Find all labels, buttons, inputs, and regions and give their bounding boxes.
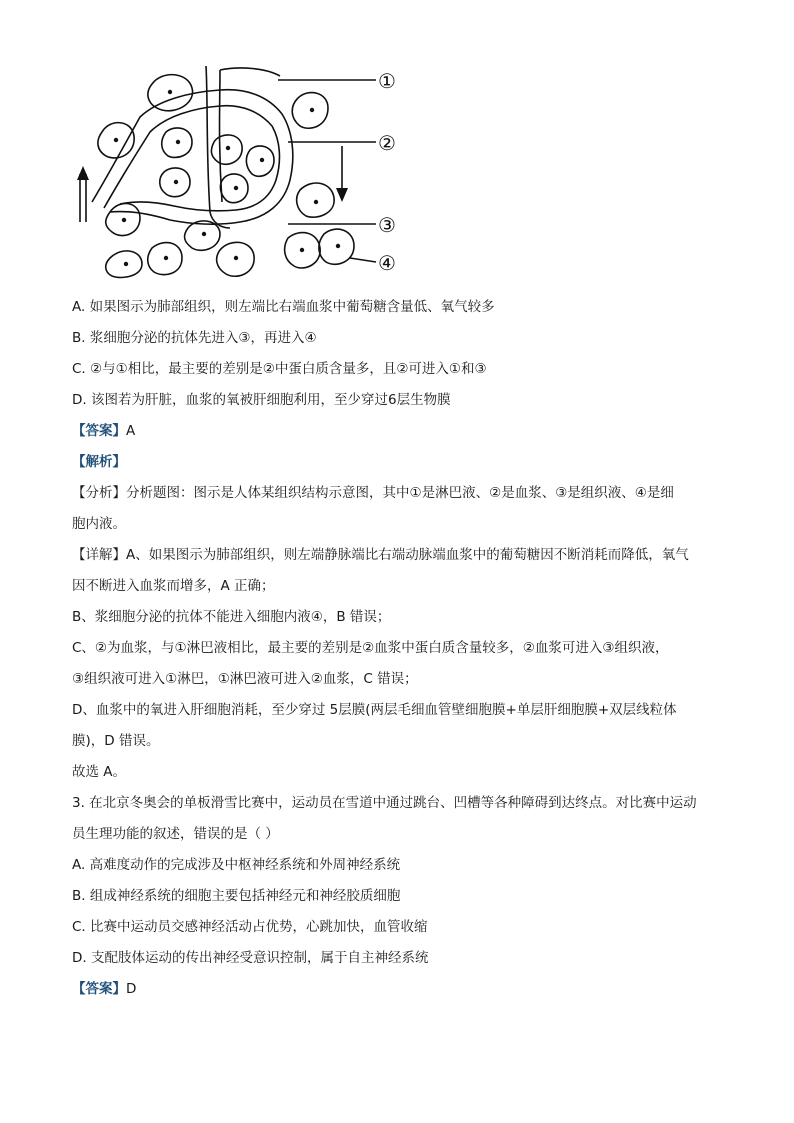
tissue-diagram [70, 62, 410, 287]
detail-line-2: 因不断进入血浆而增多，A 正确； [72, 578, 275, 594]
label-line-4 [350, 258, 376, 262]
answer-tag: 【答案】 [72, 423, 126, 439]
nucleus [314, 200, 318, 204]
q3-option-a: A. 高难度动作的完成涉及中枢神经系统和外周神经系统 [72, 857, 401, 873]
q3-stem-line-1: 3. 在北京冬奥会的单板滑雪比赛中，运动员在雪道中通过跳台、凹槽等各种障碍到达终点。对比赛中运动 [72, 795, 697, 811]
q2-answer: A [126, 423, 136, 439]
nucleus [202, 232, 206, 236]
figure-label-1: ① [378, 69, 396, 93]
q3-answer-row [72, 974, 732, 1005]
nucleus [336, 244, 340, 248]
nucleus [310, 108, 314, 112]
nucleus [176, 140, 180, 144]
q3-option-d: D. 支配肢体运动的传出神经受意识控制，属于自主神经系统 [72, 950, 429, 966]
detail-line-1: A、如果图示为肺部组织，则左端静脉端比右端动脉端血浆中的葡萄糖因不断消耗而降低，氧气 [126, 547, 689, 563]
analysis-line-1: 分析题图：图示是人体某组织结构示意图，其中①是淋巴液、②是血浆、③是组织液、④是细 [126, 485, 674, 501]
analysis-tag: 【分析】 [72, 485, 126, 501]
nucleus [168, 90, 172, 94]
nucleus [234, 256, 238, 260]
answer-tag: 【答案】 [72, 981, 126, 997]
arrow-head-down [336, 188, 348, 202]
nucleus [234, 186, 238, 190]
tissue-cell [185, 221, 220, 250]
detail-line-7: 膜)，D 错误。 [72, 733, 160, 749]
nucleus [164, 256, 168, 260]
detail-line-4: C、②为血浆，与①淋巴液相比，最主要的差别是②血浆中蛋白质含量较多，②血浆可进入③组织液， [72, 640, 669, 656]
nucleus [114, 138, 118, 142]
detail-line-5: ③组织液可进入①淋巴，①淋巴液可进入②血浆，C 错误； [72, 671, 418, 687]
q2-analysis-row [72, 478, 732, 509]
nucleus [174, 180, 178, 184]
nucleus [226, 146, 230, 150]
q2-option-c: C. ②与①相比，最主要的差别是②中蛋白质含量多，且②可进入①和③ [72, 361, 487, 377]
q2-conclusion: 故选 A。 [72, 764, 127, 780]
q3-option-c: C. 比赛中运动员交感神经活动占优势，心跳加快，血管收缩 [72, 919, 428, 935]
capillary-wall-inner [104, 106, 279, 211]
detail-line-3: B、浆细胞分泌的抗体不能进入细胞内液④，B 错误； [72, 609, 391, 625]
nucleus [260, 158, 264, 162]
q2-option-b: B. 浆细胞分泌的抗体先进入③，再进入④ [72, 330, 317, 346]
detail-line-6: D、血浆中的氧进入肝细胞消耗，至少穿过 5层膜(两层毛细血管壁细胞膜+单层肝细胞膜+双层线粒体 [72, 702, 677, 718]
q2-option-a: A. 如果图示为肺部组织，则左端比右端血浆中葡萄糖含量低、氧气较多 [72, 299, 495, 315]
arrow-head-up [77, 166, 89, 180]
detail-tag: 【详解】 [72, 547, 126, 563]
figure-label-2: ② [378, 131, 396, 155]
nucleus [300, 248, 304, 252]
nucleus [124, 262, 128, 266]
q2-answer-row [72, 416, 732, 447]
q2-explain-row [72, 447, 732, 478]
lymph-capillary-top [220, 68, 280, 76]
q2-detail-row [72, 540, 732, 571]
figure-label-3: ③ [378, 213, 396, 237]
q3-stem-line-2: 员生理功能的叙述，错误的是（ ） [72, 826, 279, 842]
q3-answer: D [126, 981, 137, 997]
analysis-line-2: 胞内液。 [72, 516, 126, 532]
tissue-structure-figure [70, 62, 410, 287]
nucleus [122, 218, 126, 222]
document-body [72, 292, 732, 1005]
figure-label-4: ④ [378, 251, 396, 275]
q2-option-d: D. 该图若为肝脏，血浆的氧被肝细胞利用，至少穿过6层生物膜 [72, 392, 451, 408]
explain-tag: 【解析】 [72, 454, 126, 470]
q3-option-b: B. 组成神经系统的细胞主要包括神经元和神经胶质细胞 [72, 888, 401, 904]
